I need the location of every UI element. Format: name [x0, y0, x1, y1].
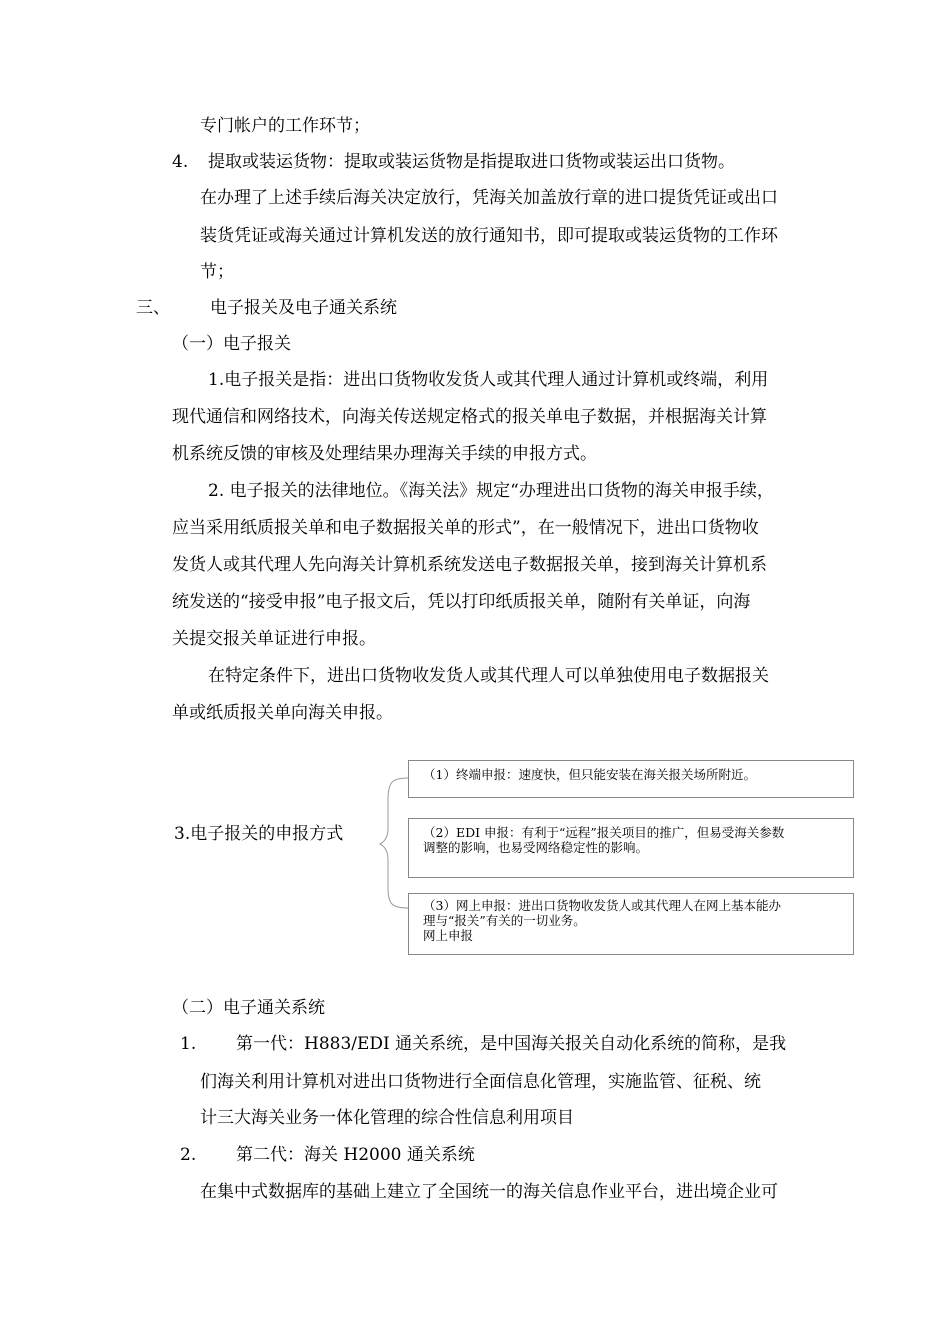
method-box-terminal [408, 760, 854, 798]
box-text: 调整的影响，也易受网络稳定性的影响。 [423, 840, 649, 855]
box-text: （1）终端申报：速度快，但只能安装在海关报关场所附近。 [423, 767, 756, 782]
paragraph-line: 专门帐户的工作环节； [200, 116, 370, 136]
paragraph-line: 在办理了上述手续后海关决定放行，凭海关加盖放行章的进口提货凭证或出口 [200, 188, 778, 208]
paragraph-line: 1.电子报关是指：进出口货物收发货人或其代理人通过计算机或终端，利用 [208, 370, 769, 390]
subsection-title: （二）电子通关系统 [172, 998, 325, 1018]
paragraph-line: 计三大海关业务一体化管理的综合性信息利用项目 [200, 1108, 574, 1128]
list-item-text: 第二代：海关 H2000 通关系统 [236, 1145, 475, 1165]
method-box-online [408, 893, 854, 955]
method-box-edi [408, 818, 854, 878]
paragraph-line: 在特定条件下，进出口货物收发货人或其代理人可以单独使用电子数据报关 [208, 666, 769, 686]
paragraph-line: 单或纸质报关单向海关申报。 [172, 703, 393, 723]
paragraph-line: 在集中式数据库的基础上建立了全国统一的海关信息作业平台，进出境企业可 [200, 1182, 778, 1202]
section-number: 三、 [136, 298, 170, 318]
paragraph-line: 2. 电子报关的法律地位。《海关法》规定“办理进出口货物的海关申报手续， [208, 481, 774, 501]
list-number: 1. [180, 1034, 197, 1054]
box-text: （3）网上申报：进出口货物收发货人或其代理人在网上基本能办 [423, 898, 781, 913]
subsection-title: （一）电子报关 [172, 334, 291, 354]
paragraph-line: 关提交报关单证进行申报。 [172, 629, 376, 649]
diagram-label: 3.电子报关的申报方式 [174, 824, 344, 844]
paragraph-line: 应当采用纸质报关单和电子数据报关单的形式”，在一般情况下，进出口货物收 [172, 518, 759, 538]
box-text: （2）EDI 申报：有利于“远程”报关项目的推广，但易受海关参数 [423, 825, 785, 840]
paragraph-line: 发货人或其代理人先向海关计算机系统发送电子数据报关单，接到海关计算机系 [172, 555, 767, 575]
paragraph-line: 节； [200, 262, 234, 282]
box-text: 理与“报关”有关的一切业务。 [423, 913, 586, 928]
list-number: 2. [180, 1145, 197, 1165]
paragraph-line: 统发送的“接受申报”电子报文后，凭以打印纸质报关单，随附有关单证，向海 [172, 592, 751, 612]
box-text: 网上申报 [423, 928, 474, 943]
section-title: 电子报关及电子通关系统 [210, 298, 397, 318]
paragraph-line: 们海关利用计算机对进出口货物进行全面信息化管理，实施监管、征税、统 [200, 1072, 761, 1092]
list-item-text: 提取或装运货物：提取或装运货物是指提取进口货物或装运出口货物。 [208, 152, 735, 172]
list-number: 4. [172, 152, 189, 172]
list-item-text: 第一代：H883/EDI 通关系统，是中国海关报关自动化系统的简称，是我 [236, 1034, 787, 1054]
paragraph-line: 装货凭证或海关通过计算机发送的放行通知书，即可提取或装运货物的工作环 [200, 226, 778, 246]
paragraph-line: 机系统反馈的审核及处理结果办理海关手续的申报方式。 [172, 444, 597, 464]
paragraph-line: 现代通信和网络技术，向海关传送规定格式的报关单电子数据，并根据海关计算 [172, 407, 767, 427]
